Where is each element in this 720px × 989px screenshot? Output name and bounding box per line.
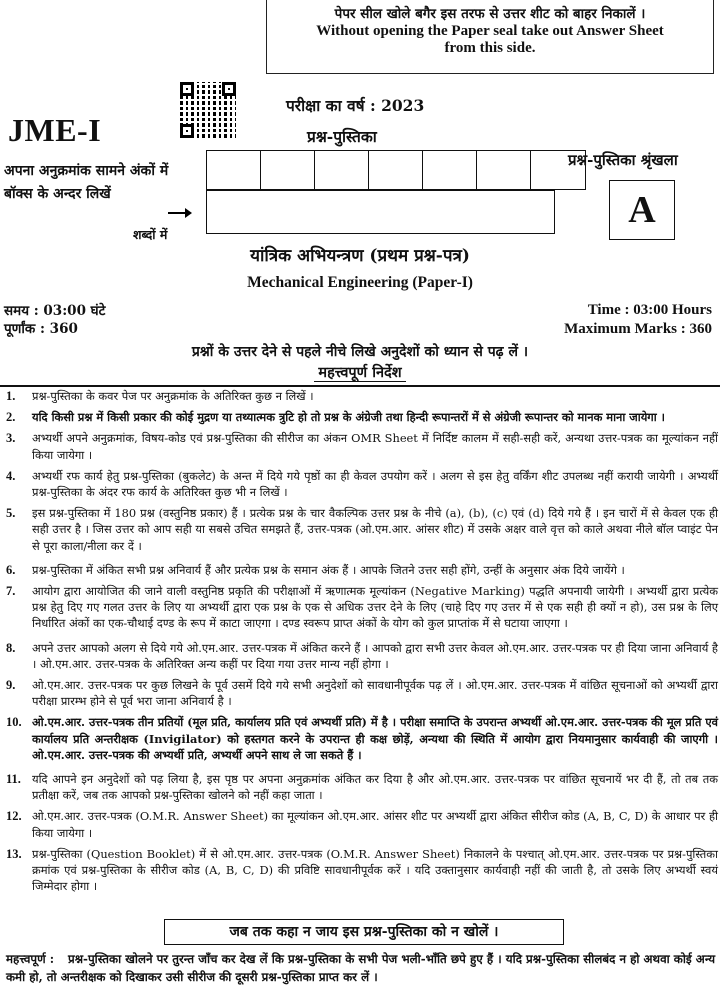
instruction-item: [6, 846, 718, 895]
time-english: Time : 03:00 Hours: [587, 302, 712, 318]
subject-hindi: यांत्रिक अभियन्त्रण (प्रथम प्रश्न-पत्र): [250, 246, 470, 266]
roll-number-label: [4, 160, 168, 206]
read-instructions-line: प्रश्नों के उत्तर देने से पहले नीचे लिखे अनुदेशों को ध्यान से पढ़ लें ।: [191, 344, 529, 360]
instruction-item: [6, 430, 718, 462]
instruction-item: [6, 562, 718, 578]
roll-digit-box[interactable]: [477, 151, 531, 189]
roll-number-digit-boxes: [206, 150, 586, 190]
instruction-number: 10.: [6, 715, 22, 730]
do-not-open-box: जब तक कहा न जाय इस प्रश्न-पुस्तिका को न खोलें ।: [164, 919, 564, 945]
instruction-item: [6, 409, 718, 425]
instruction-number: 4.: [6, 468, 16, 483]
seal-notice-english-line2: from this side.: [444, 40, 536, 56]
instruction-text: प्रश्न-पुस्तिका के कवर पेज पर अनुक्रमांक के अतिरिक्त कुछ न लिखें ।: [32, 389, 314, 403]
time-marks-hindi: [4, 302, 105, 338]
important-note-label: महत्त्वपूर्ण :: [6, 952, 55, 966]
series-box: A: [609, 180, 675, 240]
instruction-item: [6, 677, 718, 709]
roll-label-line1: अपना अनुक्रमांक सामने अंकों में: [4, 163, 169, 179]
seal-notice-box: [266, 0, 714, 74]
instruction-item: [6, 505, 718, 554]
roll-words-label: शब्दों में: [133, 227, 168, 242]
instruction-number: 3.: [6, 431, 16, 446]
instruction-text: इस प्रश्न-पुस्तिका में 180 प्रश्न (वस्तुनिष्ठ प्रकार) हैं । प्रत्येक प्रश्न के चार वैकल्पिक उत्तर प्रश्न के नीचे (a), (b), (c) एवं (d) दिये गये हैं । इन चारों में से केवल एक ही सही उत्तर है । जिस उत्तर को आप सही या सबसे उचित समझते हैं, उत्तर-पत्रक (ओ.एम.आर. आंसर शीट) में उसके अक्षर वाले वृत्त को काले अथवा नीले बॉल प्वाइंट पेन से पूरा काला/नीला कर दें ।: [32, 506, 718, 553]
roll-number-words-box[interactable]: [206, 190, 555, 234]
important-note: [6, 950, 718, 986]
series-label: प्रश्न-पुस्तिका श्रृंखला: [568, 151, 678, 169]
important-instructions-heading: [0, 362, 720, 382]
instruction-text: यदि आपने इन अनुदेशों को पढ़ लिया है, इस पृष्ठ पर अपना अनुक्रमांक अंकित कर दिया है और ओ.एम.आर. उत्तर-पत्रक पर वांछित सूचनायें भर दी हैं, तो तब तक प्रतीक्षा करें, जब तक आपको प्रश्न-पुस्तिका खोलने को नहीं कहा जाता ।: [32, 772, 718, 803]
instruction-item: [6, 714, 718, 763]
important-heading-text: महत्त्वपूर्ण निर्देश: [314, 364, 405, 382]
instruction-item: [6, 583, 718, 632]
instruction-number: 2.: [6, 410, 16, 425]
instruction-item: [6, 808, 718, 840]
instruction-text: ओ.एम.आर. उत्तर-पत्रक पर कुछ लिखने के पूर्व उसमें दिये गये सभी अनुदेशों को सावधानीपूर्वक पढ़ लें । ओ.एम.आर. उत्तर-पत्रक में वांछित सूचनाओं को अभ्यर्थी द्वारा परीक्षा प्रारम्भ होने से पूर्व भरा जाना अनिवार्य है ।: [32, 678, 718, 709]
instruction-number: 12.: [6, 809, 22, 824]
instruction-text: ओ.एम.आर. उत्तर-पत्रक तीन प्रतियों (मूल प्रति, कार्यालय प्रति एवं अभ्यर्थी प्रति) में है । परीक्षा समाप्ति के उपरान्त अभ्यर्थी ओ.एम.आर. उत्तर-पत्रक की मूल प्रति एवं कार्यालय प्रति अन्तरीक्षक (Invigilator) को हस्तगत करने के उपरान्त ही कक्ष छोड़ें, अन्यथा की स्थिति में आयोग द्वारा नियमानुसार कार्यवाही की जाएगी । ओ.एम.आर. उत्तर-पत्रक की अभ्यर्थी प्रति, अभ्यर्थी अपने साथ ले जा सकते हैं ।: [32, 715, 718, 762]
seal-notice-english-line1: Without opening the Paper seal take out Answer Sheet: [316, 23, 664, 39]
marks-english: Maximum Marks : 360: [564, 321, 712, 337]
instruction-text: प्रश्न-पुस्तिका में अंकित सभी प्रश्न अनिवार्य हैं और प्रत्येक प्रश्न के समान अंक हैं । आपके जितने उत्तर सही होंगे, उन्हीं के अनुसार अंक दिये जायेंगे ।: [32, 562, 625, 577]
instruction-text: आयोग द्वारा आयोजित की जाने वाली वस्तुनिष्ठ प्रकृति की परीक्षाओं में ऋणात्मक मूल्यांकन (Negative Marking) पद्धति अपनायी जायेगी । अभ्यर्थी द्वारा प्रत्येक प्रश्न हेतु दिए गए गलत उत्तर के लिए या अभ्यर्थी द्वारा एक प्रश्न के एक से अधिक उत्तर देने के लिए (चाहे दिए गए उत्तर में से एक सही ही क्यों न हो), उस प्रश्न के लिए निर्धारित अंकों का एक-चौथाई दण्ड के रूप में काटा जाएगा । दण्ड स्वरूप प्राप्त अंकों के योग को कुल प्राप्तांक में से घटाया जाएगा ।: [32, 584, 718, 631]
instruction-number: 5.: [6, 506, 16, 521]
instruction-number: 6.: [6, 562, 16, 577]
roll-digit-box[interactable]: [315, 151, 369, 189]
instruction-number: 13.: [6, 846, 22, 861]
instruction-item: [6, 640, 718, 672]
instruction-text: अभ्यर्थी अपने अनुक्रमांक, विषय-कोड एवं प्रश्न-पुस्तिका की सीरीज का अंकन OMR Sheet में निर्दिष्ट कालम में सही-सही करें, अन्यथा उत्तर-पत्रक का मूल्यांकन नहीं किया जायेगा ।: [32, 431, 718, 462]
exam-year: परीक्षा का वर्ष : 2023: [286, 96, 425, 115]
important-note-text: प्रश्न-पुस्तिका खोलने पर तुरन्त जाँच कर देख लें कि प्रश्न-पुस्तिका के सभी पेज भली-भाँति छपे हुए हैं । यदि प्रश्न-पुस्तिका सीलबंद न हो अथवा कोई अन्य कमी हो, तो अन्तरीक्षक को दिखाकर उसी सीरीज की दूसरी प्रश्न-पुस्तिका प्राप्त कर लें ।: [6, 952, 716, 984]
instruction-number: 9.: [6, 678, 16, 693]
instruction-text: अपने उत्तर आपको अलग से दिये गये ओ.एम.आर. उत्तर-पत्रक में अंकित करने हैं । आपको द्वारा सभी उत्तर केवल ओ.एम.आर. उत्तर-पत्रक पर ही दिया जाना अनिवार्य है । ओ.एम.आर. उत्तर-पत्रक के अतिरिक्त अन्य कहीं पर दिया गया उत्तर मान्य नहीं होगा ।: [32, 640, 718, 671]
instruction-number: 11.: [6, 772, 21, 787]
instructions-list: [6, 388, 718, 894]
instruction-item: [6, 468, 718, 500]
instruction-text: ओ.एम.आर. उत्तर-पत्रक (O.M.R. Answer Sheet) का मूल्यांकन ओ.एम.आर. आंसर शीट पर अभ्यर्थी द्वारा अंकित सीरीज कोड (A, B, C, D) के आधार पर ही किया जायेगा ।: [32, 809, 718, 840]
instruction-number: 8.: [6, 640, 16, 655]
seal-notice-hindi: पेपर सील खोले बगैर इस तरफ से उत्तर शीट को बाहर निकालें ।: [334, 6, 646, 22]
instruction-text: यदि किसी प्रश्न में किसी प्रकार की कोई मुद्रण या तथ्यात्मक त्रुटि हो तो प्रश्न के अंग्रेजी तथा हिन्दी रूपान्तरों में से अंग्रेजी रूपान्तर को मानक माना जायेगा ।: [32, 410, 665, 425]
instruction-text: प्रश्न-पुस्तिका (Question Booklet) में से ओ.एम.आर. उत्तर-पत्रक (O.M.R. Answer Sheet) निकालने के पश्चात् ओ.एम.आर. उत्तर-पत्रक पर प्रश्न-पुस्तिका क्रमांक एवं प्रश्न-पुस्तिका के सीरीज कोड (A, B, C, D) की प्रविष्टि सावधानीपूर्वक करें । यदि उक्तानुसार कार्यवाही नहीं की जाती है, तो उसके लिए अभ्यर्थी स्वयं जिम्मेदार होगा ।: [32, 846, 718, 894]
qr-code: [180, 82, 236, 138]
roll-digit-box[interactable]: [207, 151, 261, 189]
time-hindi: समय : 03:00 घंटे: [4, 303, 106, 319]
subject-english: Mechanical Engineering (Paper-I): [247, 274, 473, 291]
roll-digit-box[interactable]: [423, 151, 477, 189]
roll-label-line2: बॉक्स के अन्दर लिखें: [4, 186, 111, 202]
instruction-number: 1.: [6, 389, 16, 403]
instruction-text: अभ्यर्थी रफ कार्य हेतु प्रश्न-पुस्तिका (बुकलेट) के अन्त में दिये गये पृष्ठों का ही केवल उपयोग करें । अलग से इस हेतु वर्किंग शीट उपलब्ध नहीं करायी जायेगी । अभ्यर्थी प्रश्न-पुस्तिका के अंदर रफ कार्य के अतिरिक्त कुछ भी न लिखें ।: [32, 468, 718, 500]
arrow-right-icon: [168, 212, 190, 214]
instruction-item: [6, 388, 718, 404]
divider: [0, 385, 720, 387]
instruction-number: 7.: [6, 584, 16, 599]
booklet-label: प्रश्न-पुस्तिका: [307, 127, 377, 146]
roll-digit-box[interactable]: [261, 151, 315, 189]
roll-digit-box[interactable]: [369, 151, 423, 189]
paper-code: JME-I: [8, 112, 102, 148]
instruction-item: [6, 771, 718, 803]
marks-hindi: पूर्णांक : 360: [4, 321, 78, 337]
time-marks-english: [564, 301, 712, 339]
